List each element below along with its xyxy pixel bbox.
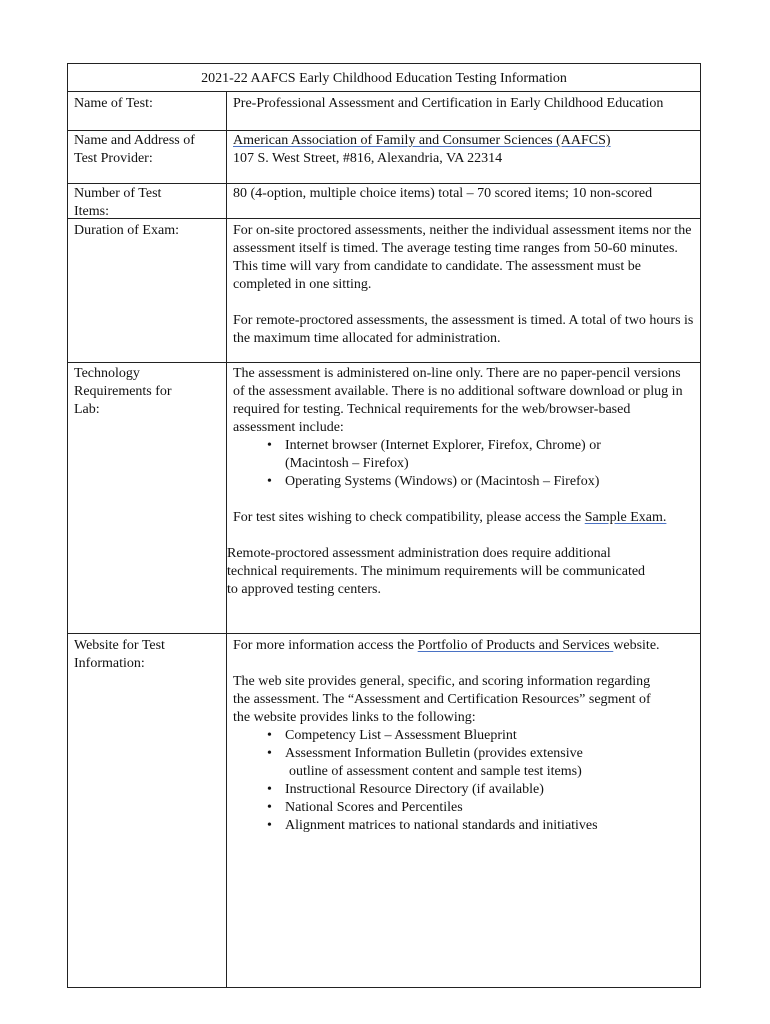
sample-exam-link[interactable]: Sample Exam. bbox=[584, 510, 667, 525]
technology-value bbox=[227, 365, 695, 599]
portfolio-link[interactable]: Portfolio of Products and Services bbox=[417, 638, 614, 653]
duration-value bbox=[233, 222, 695, 348]
bullet-icon: • bbox=[267, 800, 272, 815]
website-bullets bbox=[267, 727, 695, 835]
duration-label: Duration of Exam: bbox=[74, 223, 179, 238]
duration-remote-text: For remote-proctored assessments, the assessment is timed. A total of two hours is the maximum time allocated for administration. bbox=[233, 313, 694, 346]
name-of-test-label: Name of Test: bbox=[74, 96, 153, 111]
list-item: • Instructional Resource Directory (if available) bbox=[267, 782, 544, 797]
website-description: The web site provides general, specific, and scoring information regarding the assessment. The “Assessment and Certification Resources” segment of the website provides links to the following: bbox=[233, 674, 651, 725]
list-item: • Operating Systems (Windows) or (Macintosh – Firefox) bbox=[267, 474, 600, 489]
duration-onsite-text: For on-site proctored assessments, neither the individual assessment items nor the assessment itself is timed. The average testing time ranges from 50-60 minutes. This time will vary from candidate to candidate. The assessment must be completed in one sitting. bbox=[233, 223, 692, 292]
list-item: • Assessment Information Bulletin (provides extensive outline of assessment content and sample test items) bbox=[267, 746, 583, 779]
list-item: • National Scores and Percentiles bbox=[267, 800, 463, 815]
bullet-icon: • bbox=[267, 782, 272, 797]
provider-link[interactable]: American Association of Family and Consumer Sciences (AAFCS) bbox=[233, 133, 611, 148]
bullet-icon: • bbox=[267, 438, 272, 453]
bullet-icon: • bbox=[267, 746, 272, 761]
technology-label: Technology Requirements for Lab: bbox=[74, 366, 172, 417]
row-divider bbox=[68, 91, 700, 92]
bullet-icon: • bbox=[267, 818, 272, 833]
website-label: Website for Test Information: bbox=[74, 638, 165, 671]
testing-info-table bbox=[67, 63, 701, 988]
items-label: Number of Test Items: bbox=[74, 186, 162, 219]
table-title: 2021-22 AAFCS Early Childhood Education Testing Information bbox=[201, 71, 567, 86]
remote-requirements-text: Remote-proctored assessment administration does require additional technical requirements. The minimum requirements will be communicated to approved testing centers. bbox=[227, 546, 646, 597]
row-divider bbox=[68, 183, 700, 184]
website-value bbox=[233, 637, 698, 835]
row-divider bbox=[68, 362, 700, 363]
list-item: • Competency List – Assessment Blueprint bbox=[267, 728, 517, 743]
provider-value bbox=[233, 132, 698, 168]
website-intro: For more information access the Portfolio of Products and Services website. bbox=[233, 638, 660, 653]
bullet-icon: • bbox=[267, 474, 272, 489]
items-value: 80 (4-option, multiple choice items) total – 70 scored items; 10 non-scored bbox=[233, 186, 653, 201]
technology-bullets bbox=[267, 437, 645, 491]
bullet-icon: • bbox=[267, 728, 272, 743]
row-divider bbox=[68, 633, 700, 634]
name-of-test-value: Pre-Professional Assessment and Certification in Early Childhood Education bbox=[233, 96, 664, 111]
compatibility-text: For test sites wishing to check compatibility, please access the Sample Exam. bbox=[233, 510, 667, 525]
list-item: • Alignment matrices to national standards and initiatives bbox=[267, 818, 598, 833]
provider-address: 107 S. West Street, #816, Alexandria, VA 22314 bbox=[233, 151, 503, 166]
row-divider bbox=[68, 218, 700, 219]
provider-label: Name and Address of Test Provider: bbox=[74, 133, 195, 166]
list-item: • Internet browser (Internet Explorer, Firefox, Chrome) or (Macintosh – Firefox) bbox=[267, 438, 601, 471]
row-divider bbox=[68, 130, 700, 131]
technology-intro: The assessment is administered on-line only. There are no paper-pencil versions of the assessment available. There is no additional software download or plug in required for testing. Technical requirements for the web/browser-based assessment include: bbox=[233, 366, 683, 435]
column-divider bbox=[226, 91, 227, 987]
